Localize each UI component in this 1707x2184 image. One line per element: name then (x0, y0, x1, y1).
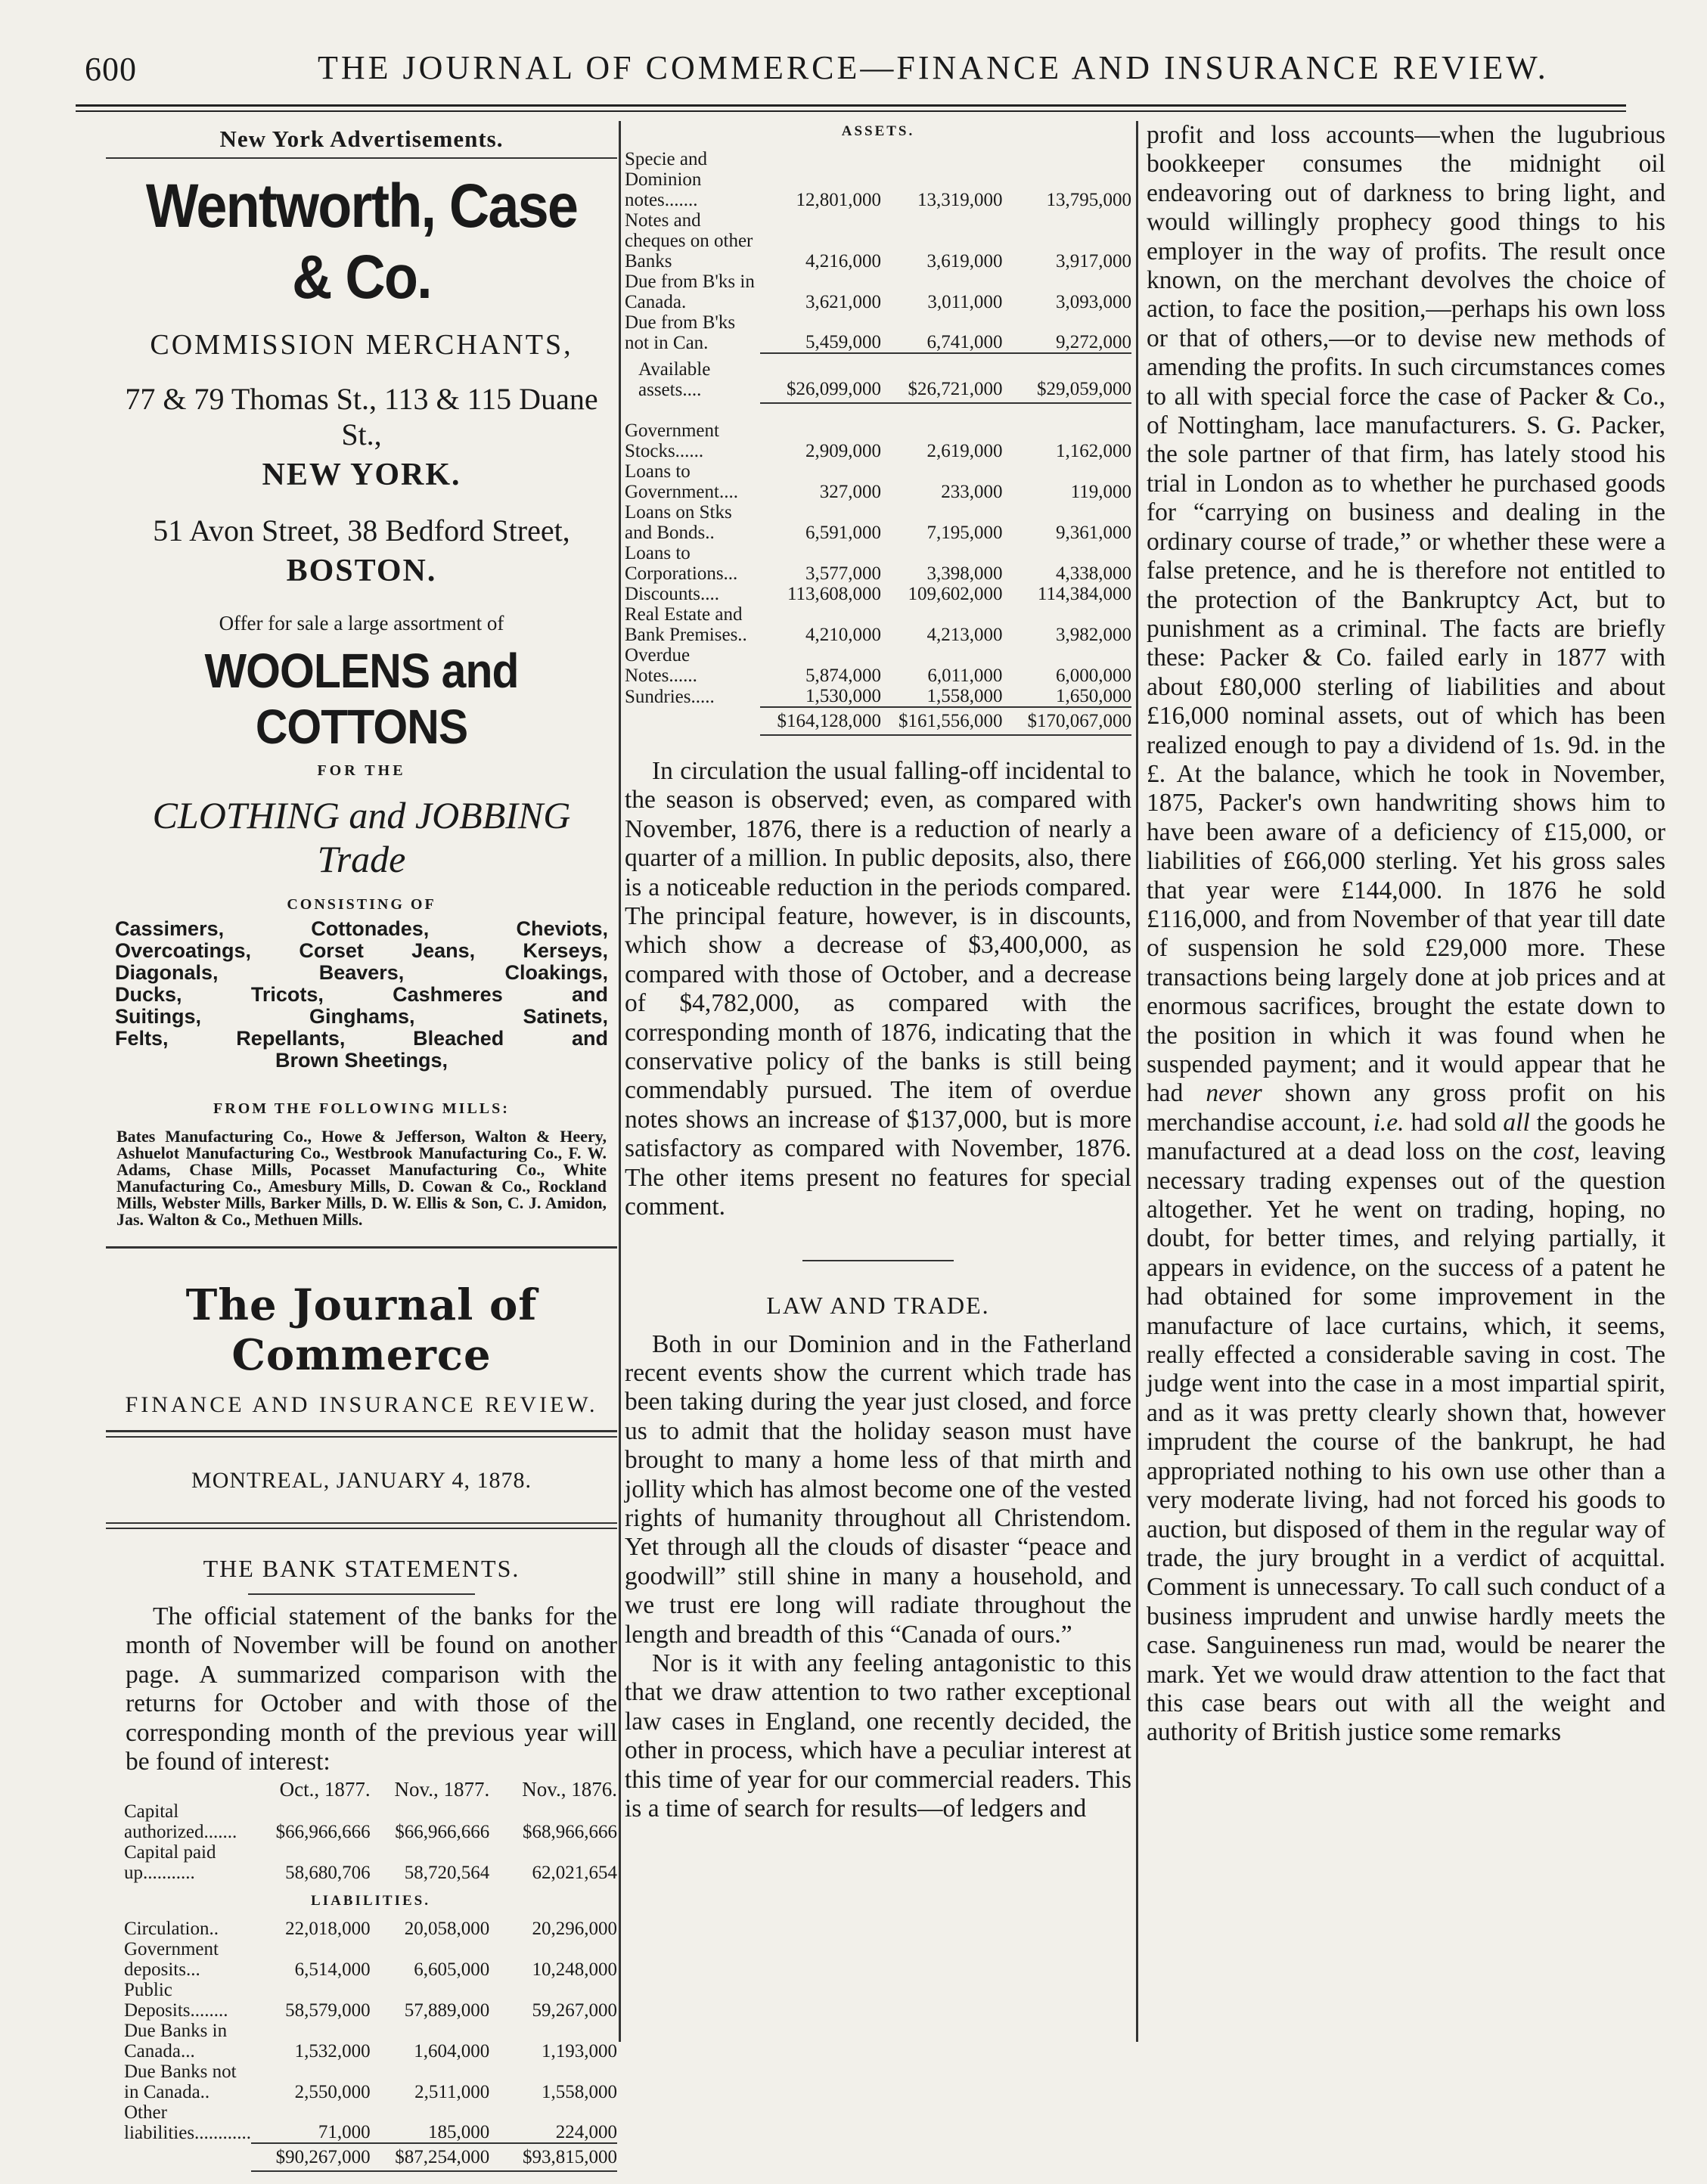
cell: 185,000 (427, 2122, 490, 2143)
cell: 6,000,000 (1056, 665, 1131, 686)
cell: 3,577,000 (805, 563, 882, 584)
cell: 20,296,000 (532, 1919, 617, 1940)
column-1 (106, 121, 617, 2172)
bank-statements-title: THE BANK STATEMENTS. (203, 1555, 520, 1582)
cell: 4,213,000 (926, 625, 1003, 645)
text-run: profit and loss accounts—when the lugubrious bookkeeper consumes the midnight oil endeavoring out of darkness to bring light, and would willingly prophecy good things to his employer in the way of profits. The result once known, on the merchant devolves the choice of action, to face the position,—perhaps his own loss or that of others,—or to devise new methods of amending the profits. In such circumstances comes to all with special force the case of Packer & Co., of Nottingham, lace manufacturers. S. G. Packer, the sole partner of that firm, has lately stood his trial in London as to whether he purchased goods for “carrying on business and dealing in the ordinary course of trade,” or whether these were a false pretence, and he is therefore not entitled to the protection of the Bankruptcy Act, but to punishment as a criminal. The facts are briefly these: Packer & Co. failed early in 1877 with about £80,000 sterling of liabilities and about £16,000 nominal assets, out of which has been realized enough to pay a dividend of 1s. 9d. in the £. At the balance, which he took in November, 1875, Packer's own handwriting shows him to have been aware of a deficiency of £15,000, or liabilities of £66,000 sterling. Yet his gross sales that year were £144,000. In 1876 he sold £116,000, and from November of that year till date of suspension he sold £29,000 more. These transactions being largely done at job prices and at enormous sacrifices, brought the estate down to the position in which it was found when he suspended payment; and it would appear that he had (1147, 121, 1665, 1108)
cell: 13,319,000 (917, 190, 1003, 210)
header-rule-bottom (76, 110, 1626, 112)
table-row (625, 584, 1131, 604)
ad-consisting-of: CONSISTING OF (287, 896, 436, 913)
cell: 224,000 (555, 2122, 617, 2143)
law-and-trade-title: LAW AND TRADE. (766, 1291, 990, 1319)
table-row (124, 1939, 617, 1980)
dateline-rule-a (106, 1522, 617, 1524)
ad-address-boston: 51 Avon Street, 38 Bedford Street, (153, 513, 570, 548)
row-label: Other liabilities............ (124, 2102, 252, 2144)
ad-firm-name: Wentworth, Case & Co. (145, 172, 578, 312)
text-run: the goods he manufactured at a dead loss on the (1147, 1108, 1666, 1166)
cell: 114,384,000 (1037, 584, 1131, 604)
table-row (124, 1801, 617, 1842)
row-label: Due Banks in Canada... (124, 2021, 228, 2062)
table-row (124, 1980, 617, 2021)
cell: $29,059,000 (1002, 353, 1131, 403)
cell: 1,530,000 (805, 686, 882, 706)
text-run: had sold (1411, 1108, 1497, 1137)
cell: 1,532,000 (294, 2041, 371, 2062)
cell: 9,361,000 (1056, 523, 1131, 543)
cell: 6,605,000 (414, 1959, 490, 1981)
dateline-rule-b (106, 1528, 617, 1529)
capital-liabilities-table (124, 1779, 617, 2172)
cell: 6,741,000 (926, 332, 1003, 352)
assets-heading: ASSETS. (841, 123, 915, 139)
goods-line: Ducks, Tricots, Cashmeres and (115, 983, 608, 1006)
goods-line: Felts, Repellants, Bleached and (115, 1027, 608, 1050)
row-label: Capital authorized....... (124, 1801, 237, 1843)
cell: 1,558,000 (926, 686, 1003, 706)
table-row (124, 2102, 617, 2143)
text-run: leaving necessary trading expenses out of the question altogether. Yet he went on trading, hoping, no doubt, for better times, and relying partially, it appears in evidence, on the success of a patent he had obtained for some improvement in the manufacture of lace curtains, which, it seems, really effected a considerable saving in cost. The judge went into the case in a most impartial spirit, and as it was pretty clearly shown that, however imprudent the course of the bankrupt, he had appropriated nothing to his own use other than a very moderate living, had not forced his goods to auction, but disposed of them in the regular way of trade, the jury brought in a verdict of acquittal. Comment is unnecessary. To call such conduct of a business imprudent and unwise hardly meets the case. Sanguineness run mad, would be nearer the mark. Yet we would draw attention to the fact that this case bears out with all the weight and authority of British justice some remarks (1147, 1137, 1666, 1747)
cell: 22,018,000 (285, 1919, 371, 1940)
total-cell: $87,254,000 (371, 2143, 490, 2171)
table-row (124, 1919, 617, 1939)
total-cell: $164,128,000 (760, 707, 881, 735)
row-label: Government Stocks...... (625, 420, 719, 461)
cell: 71,000 (318, 2122, 371, 2143)
ad-trade: CLOTHING and JOBBING Trade (152, 794, 571, 880)
assets-total-row (625, 707, 1131, 735)
total-cell: $90,267,000 (251, 2143, 371, 2171)
cell: 3,011,000 (927, 292, 1003, 312)
row-label: Specie and Dominion notes....... (625, 149, 707, 210)
page-number: 600 (85, 51, 137, 88)
ad-mills-heading: FROM THE FOLLOWING MILLS: (213, 1100, 510, 1117)
cell: 1,650,000 (1056, 686, 1131, 706)
table-row (625, 543, 1131, 584)
liabilities-total-row (124, 2143, 617, 2171)
row-label: Circulation.. (124, 1919, 219, 1940)
row-label: Due from B'ks not in Can. (625, 312, 736, 353)
commentary-paragraph: In circulation the usual falling-off incidental to the season is observed; even, as compared with November, 1876, there is a reduction of nearly a quarter of a million. In public deposits, also, there is a noticeable reduction in the periods compared. The principal feature, however, is in discounts, which show a decrease of $3,400,000, as compared with those of October, and a decrease of $4,782,000, as compared with the corresponding month of 1876, indicating that the conservative policy of the banks is still being commendably pursued. The item of overdue notes shows an increase of $137,000, but is more satisfactory as compared with November, 1876. The other items present no features for special comment. (625, 757, 1131, 1221)
cell: 119,000 (1070, 482, 1131, 502)
text-run: shown any gross profit on his merchandise account, (1147, 1079, 1666, 1137)
ad-rule (106, 157, 617, 159)
row-label: Public Deposits........ (124, 1980, 228, 2021)
ad-section-heading: New York Advertisements. (219, 126, 504, 152)
ad-city-boston: BOSTON. (286, 554, 437, 588)
cell: 9,272,000 (1056, 332, 1131, 352)
row-label: Loans on Stks and Bonds.. (625, 502, 732, 543)
cell: 4,210,000 (805, 625, 882, 645)
law-continued-paragraph (1147, 121, 1665, 1748)
masthead-rule-a (106, 1430, 617, 1432)
table-row (625, 312, 1131, 353)
cell: 20,058,000 (404, 1919, 490, 1940)
ad-goods-list (115, 918, 608, 1072)
table-row (625, 461, 1131, 502)
table-row (625, 420, 1131, 461)
bank-statements-intro (106, 1602, 617, 1776)
col-oct-1877: Oct., 1877. (279, 1778, 371, 1801)
goods-line: Diagonals, Beavers, Cloakings, (115, 961, 608, 984)
cell: 6,011,000 (927, 665, 1003, 686)
ad-mills-list: Bates Manufacturing Co., Howe & Jefferson, Walton & Heery, Ashuelot Manufacturing Co., Westbrook Manufacturing Co., F. W. Adams, Chase Mills, Pocasset Manufacturing Co., White Manufacturing Co., Amesbury Mills, D. Cowan & Co., Rockland Mills, Webster Mills, Barker Mills, D. W. Ellis & Son, C. J. Amidon, Jas. Walton & Co., Methuen Mills. (116, 1127, 607, 1229)
goods-line: Overcoatings, Corset Jeans, Kerseys, (115, 939, 608, 962)
cell: 3,398,000 (926, 563, 1003, 584)
emphasis-all: all (1503, 1108, 1530, 1137)
column-divider-1 (619, 121, 621, 2042)
law-paragraph-2: Nor is it with any feeling antagonistic to this that we draw attention to two rather exceptional law cases in England, one recently decided, the other in process, which have a peculiar interest at this time of year for our commercial readers. This is a time of search for results—of ledgers and (625, 1649, 1131, 1823)
table-row (625, 149, 1131, 210)
cell: 3,917,000 (1056, 251, 1131, 271)
goods-line-last: Brown Sheetings, (275, 1049, 448, 1072)
cell: 3,621,000 (805, 292, 882, 312)
cell: 1,558,000 (542, 2082, 617, 2103)
assets-table (625, 121, 1131, 736)
column-3 (1147, 121, 1665, 1748)
title-underline (248, 1593, 475, 1595)
table-row (625, 271, 1131, 312)
cell: $66,966,666 (395, 1822, 490, 1843)
table-row (124, 2021, 617, 2061)
emphasis-never: never (1206, 1079, 1262, 1108)
cell: 109,602,000 (908, 584, 1003, 604)
cell: $66,966,666 (275, 1822, 371, 1843)
goods-line: Suitings, Ginghams, Satinets, (115, 1005, 608, 1028)
row-label: Loans to Corporations... (625, 543, 738, 584)
cell: 10,248,000 (532, 1959, 617, 1981)
cell: 3,619,000 (926, 251, 1003, 271)
cell: 2,550,000 (294, 2082, 371, 2103)
cell: 58,579,000 (285, 2000, 371, 2021)
ad-offer: Offer for sale a large assortment of (219, 612, 504, 634)
cell: $26,099,000 (760, 353, 881, 403)
ad-city-new-york: NEW YORK. (262, 458, 461, 492)
cell: 1,604,000 (414, 2041, 490, 2062)
section-divider (802, 1260, 954, 1261)
header-rule-top (76, 104, 1626, 107)
table-row (625, 686, 1131, 707)
emphasis-cost: cost, (1533, 1137, 1581, 1166)
table-header-row (124, 1779, 617, 1801)
law-and-trade-body (625, 1330, 1131, 1824)
cell: 2,619,000 (926, 441, 1003, 461)
law-paragraph-1: Both in our Dominion and in the Fatherland recent events show the current which trade has been taking during the year just closed, and force us to admit that the holiday season must have brought to many a home less of that mirth and jollity which has almost become one of the vested rights of humanity throughout all Christendom. Yet through all the clouds of disaster “peace and goodwill” still shine in many a household, and we trust ere long will radiate throughout the length and breadth of this “Canada of ours.” (625, 1329, 1131, 1649)
cell: 5,459,000 (805, 332, 882, 352)
cell: 1,193,000 (542, 2041, 617, 2062)
row-label: Available assets.... (638, 359, 711, 400)
column-divider-2 (1136, 121, 1138, 2042)
available-assets-row (625, 353, 1131, 403)
cell: 7,195,000 (926, 523, 1003, 543)
table-row (625, 502, 1131, 543)
row-label: Sundries..... (625, 687, 715, 707)
cell: 12,801,000 (796, 190, 882, 210)
running-head: THE JOURNAL OF COMMERCE—FINANCE AND INSURANCE REVIEW. (318, 49, 1549, 86)
row-label: Real Estate and Bank Premises.. (625, 604, 747, 645)
intro-paragraph: The official statement of the banks for the month of November will be found on another page. A summarized comparison with the returns for October and with those of the corresponding month of the previous year will be found of interest: (126, 1602, 617, 1776)
cell: 62,021,654 (532, 1863, 617, 1884)
row-label: Discounts.... (625, 584, 719, 604)
cell: 6,514,000 (294, 1959, 371, 1981)
law-and-trade-continued (1147, 121, 1665, 1748)
row-label: Overdue Notes...... (625, 645, 697, 686)
row-label: Due Banks not in Canada.. (124, 2061, 237, 2103)
row-label: Loans to Government.... (625, 461, 738, 502)
liabilities-heading: LIABILITIES. (311, 1893, 430, 1909)
table-row (625, 210, 1131, 271)
masthead-title: The Journal of Commerce (185, 1280, 538, 1380)
ad-address-new-york: 77 & 79 Thomas St., 113 & 115 Duane St., (125, 382, 598, 451)
masthead-subtitle: FINANCE AND INSURANCE REVIEW. (125, 1392, 598, 1417)
column-2 (625, 121, 1131, 1823)
cell: 57,889,000 (404, 2000, 490, 2021)
ad-business: COMMISSION MERCHANTS, (150, 329, 573, 361)
row-label: Capital paid up........... (124, 1842, 216, 1884)
cell: 4,338,000 (1056, 563, 1131, 584)
cell: 59,267,000 (532, 2000, 617, 2021)
table-row (124, 1842, 617, 1883)
cell: 58,680,706 (285, 1863, 371, 1884)
cell: 13,795,000 (1046, 190, 1131, 210)
cell: 327,000 (819, 482, 882, 502)
row-label: Due from B'ks in Canada. (625, 271, 755, 312)
cell: 233,000 (941, 482, 1003, 502)
cell: 58,720,564 (404, 1863, 490, 1884)
cell: $68,966,666 (523, 1822, 617, 1843)
table-row (625, 645, 1131, 686)
cell: 2,511,000 (414, 2082, 490, 2103)
table-row (124, 2061, 617, 2102)
cell: 5,874,000 (805, 665, 882, 686)
masthead-rule-top (106, 1246, 617, 1249)
cell: 1,162,000 (1056, 441, 1131, 461)
cell: 113,608,000 (787, 584, 882, 604)
bank-commentary (625, 757, 1131, 1222)
cell: 2,909,000 (805, 441, 882, 461)
col-nov-1877: Nov., 1877. (394, 1778, 490, 1801)
cell: 6,591,000 (805, 523, 882, 543)
total-cell: $170,067,000 (1002, 707, 1131, 735)
ad-product: WOOLENS and COTTONS (204, 644, 519, 754)
col-nov-1876: Nov., 1876. (522, 1778, 617, 1801)
ad-for-the: FOR THE (317, 762, 406, 779)
total-cell: $161,556,000 (881, 707, 1002, 735)
cell: 4,216,000 (805, 251, 882, 271)
cell: 3,982,000 (1056, 625, 1131, 645)
emphasis-ie: i.e. (1373, 1108, 1404, 1137)
dateline: MONTREAL, JANUARY 4, 1878. (191, 1468, 532, 1493)
goods-line: Cassimers, Cottonades, Cheviots, (115, 917, 608, 940)
total-cell: $93,815,000 (489, 2143, 617, 2171)
row-label: Government deposits... (124, 1939, 219, 1981)
row-label: Notes and cheques on other Banks (625, 210, 753, 271)
cell: 3,093,000 (1056, 292, 1131, 312)
masthead-rule-b (106, 1436, 617, 1438)
table-row (625, 604, 1131, 645)
cell: $26,721,000 (881, 353, 1002, 403)
